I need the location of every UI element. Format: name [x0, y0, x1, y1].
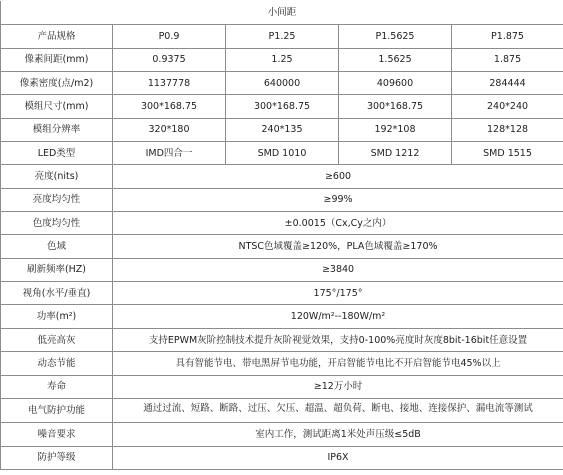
row-label: 亮度均匀性: [1, 188, 113, 211]
row-label: 像素密度(点/m2): [1, 72, 113, 95]
cell: 320*180: [113, 118, 226, 141]
cell: ≥3840: [113, 258, 563, 281]
row-label: 色域: [1, 235, 113, 258]
table-row: [1, 375, 563, 398]
row-label: 防护等级: [1, 446, 113, 469]
cell: 128*128: [452, 118, 563, 141]
cell: 192*108: [339, 118, 452, 141]
row-label: 噪音要求: [1, 423, 113, 446]
cell: 175°/175°: [113, 282, 563, 305]
table-row: [1, 142, 563, 165]
cell: 具有智能节电、带电黑屏节电功能，开启智能节电比不开启智能节电45%以上: [113, 352, 563, 375]
table-row: [1, 446, 563, 469]
header-cell: P1.5625: [339, 25, 452, 48]
table-row: [1, 235, 563, 258]
cell: 0.9375: [113, 48, 226, 71]
cell: ≥99%: [113, 188, 563, 211]
row-label: 色度均匀性: [1, 212, 113, 235]
cell: NTSC色域覆盖≥120%，PLA色域覆盖≥170%: [113, 235, 563, 258]
cell: 240*240: [452, 95, 563, 118]
cell: 1.5625: [339, 48, 452, 71]
row-label: 模组尺寸(mm): [1, 95, 113, 118]
cell: 1.875: [452, 48, 563, 71]
cell: 支持EPWM灰阶控制技术提升灰阶视觉效果，支持0-100%亮度时灰度8bit-16bit任意设置: [113, 328, 563, 351]
table-row: [1, 352, 563, 375]
cell: ≥600: [113, 165, 563, 188]
cell: IMD四合一: [113, 142, 226, 165]
cell: 1137778: [113, 72, 226, 95]
header-row: [1, 25, 563, 48]
row-label: 像素间距(mm): [1, 48, 113, 71]
table-row: [1, 258, 563, 281]
table-row: [1, 48, 563, 71]
cell: 300*168.75: [226, 95, 339, 118]
table-row: [1, 188, 563, 211]
table-row: [1, 305, 563, 328]
cell: SMD 1212: [339, 142, 452, 165]
cell: 通过过流、短路、断路、过压、欠压、超温、超负荷、断电、接地、连接保护、漏电流等测试: [113, 398, 563, 422]
cell: SMD 1010: [226, 142, 339, 165]
row-label: 刷新频率(HZ): [1, 258, 113, 281]
table-row: [1, 72, 563, 95]
cell: SMD 1515: [452, 142, 563, 165]
table-title: 小间距: [1, 1, 563, 25]
table-row: [1, 118, 563, 141]
cell: 284444: [452, 72, 563, 95]
cell: IP6X: [113, 446, 563, 469]
header-cell: P1.875: [452, 25, 563, 48]
cell: 室内工作，测试距离1米处声压级≤5dB: [113, 423, 563, 446]
row-label: 功率(m²): [1, 305, 113, 328]
row-label: 视角(水平/垂直): [1, 282, 113, 305]
header-cell: P1.25: [226, 25, 339, 48]
header-cell: 产品规格: [1, 25, 113, 48]
cell: 300*168.75: [113, 95, 226, 118]
row-label: 模组分辨率: [1, 118, 113, 141]
cell: 240*135: [226, 118, 339, 141]
cell: 1.25: [226, 48, 339, 71]
table-row: [1, 398, 563, 422]
row-label: 寿命: [1, 375, 113, 398]
table-row: [1, 165, 563, 188]
cell: 120W/m²--180W/m²: [113, 305, 563, 328]
cell: 300*168.75: [339, 95, 452, 118]
cell: ±0.0015（Cx,Cy之内）: [113, 212, 563, 235]
table-row: [1, 95, 563, 118]
cell: 640000: [226, 72, 339, 95]
row-label: 亮度(nits): [1, 165, 113, 188]
cell: 409600: [339, 72, 452, 95]
header-cell: P0.9: [113, 25, 226, 48]
table-row: [1, 328, 563, 351]
title-row: [1, 1, 563, 25]
row-label: 动态节能: [1, 352, 113, 375]
table-row: [1, 212, 563, 235]
table-row: [1, 282, 563, 305]
row-label: LED类型: [1, 142, 113, 165]
table-row: [1, 423, 563, 446]
cell: ≥12万小时: [113, 375, 563, 398]
row-label: 低亮高灰: [1, 328, 113, 351]
row-label: 电气防护功能: [1, 398, 113, 422]
